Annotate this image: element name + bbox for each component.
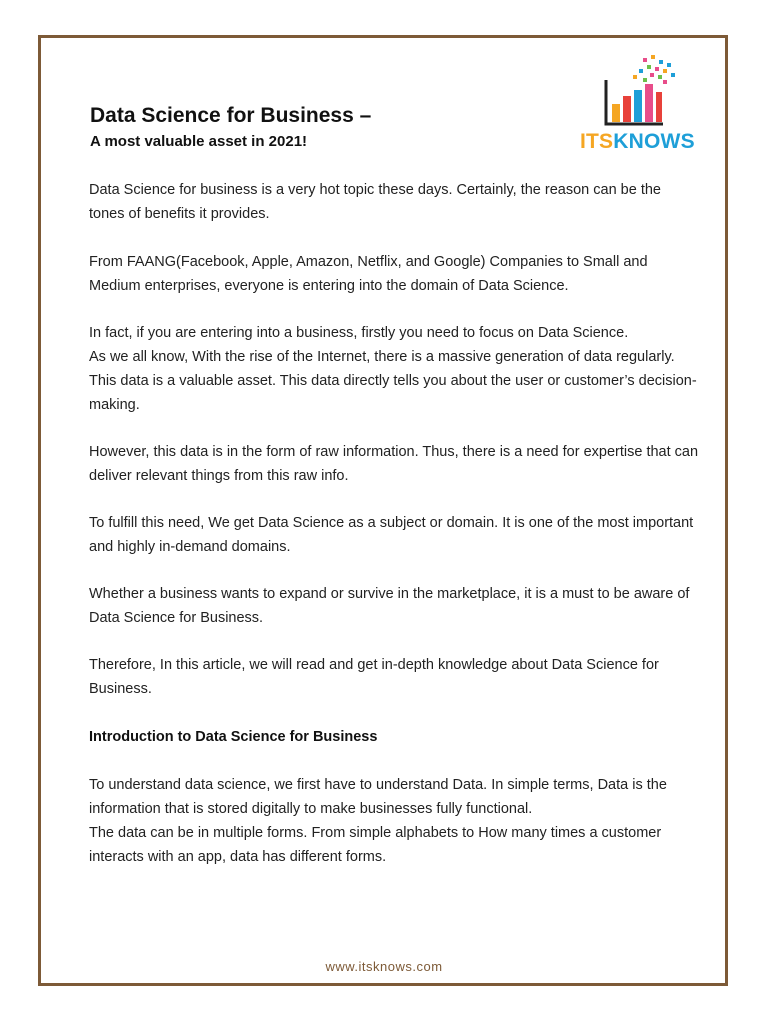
paragraph-4-block [89, 440, 699, 488]
itsknows-logo [580, 54, 705, 158]
paragraph: The data can be in multiple forms. From simple alphabets to How many times a customer interacts with an app, data has different forms. [89, 825, 662, 865]
paragraph-6-block [89, 582, 699, 630]
section-heading-block [89, 725, 699, 749]
paragraph: Whether a business wants to expand or survive in the marketplace, it is a must to be aware of Data Science for Business. [89, 586, 690, 626]
document-subtitle: A most valuable asset in 2021! [90, 133, 308, 150]
paragraph: Therefore, In this article, we will read and get in-depth knowledge about Data Science for Business. [89, 657, 659, 697]
paragraph-3-block [89, 321, 699, 417]
paragraph: Data Science for business is a very hot topic these days. Certainly, the reason can be the tones of benefits it provides. [89, 182, 661, 222]
logo-knows-text: KNOWS [613, 130, 695, 153]
paragraph: To understand data science, we first have to understand Data. In simple terms, Data is the information that is stored digitally to make businesses fully functional. [89, 777, 667, 817]
footer-url[interactable]: www.itsknows.com [325, 959, 443, 974]
paragraph: To fulfill this need, We get Data Science as a subject or domain. It is one of the most important and highly in-demand domains. [89, 515, 694, 555]
paragraph: In fact, if you are entering into a business, firstly you need to focus on Data Science. [89, 325, 629, 341]
paragraph-7-block [89, 653, 699, 701]
paragraph-1-block [89, 178, 699, 226]
section-heading: Introduction to Data Science for Business [89, 729, 378, 745]
paragraph: From FAANG(Facebook, Apple, Amazon, Netflix, and Google) Companies to Small and Medium enterprises, everyone is entering into the domain of Data Science. [89, 254, 648, 294]
bar-chart-pixel-icon [603, 54, 685, 128]
paragraph: As we all know, With the rise of the Internet, there is a massive generation of data regularly. This data is a valuable asset. This data directly tells you about the user or customer’s decision-making. [89, 349, 697, 413]
section-paragraph-block [89, 773, 699, 869]
paragraph-5-block [89, 511, 699, 559]
document-title: Data Science for Business – [90, 104, 372, 127]
paragraph-2-block [89, 250, 699, 298]
logo-its-text: ITS [580, 130, 614, 153]
paragraph: However, this data is in the form of raw information. Thus, there is a need for expertise that can deliver relevant things from this raw info. [89, 444, 699, 484]
